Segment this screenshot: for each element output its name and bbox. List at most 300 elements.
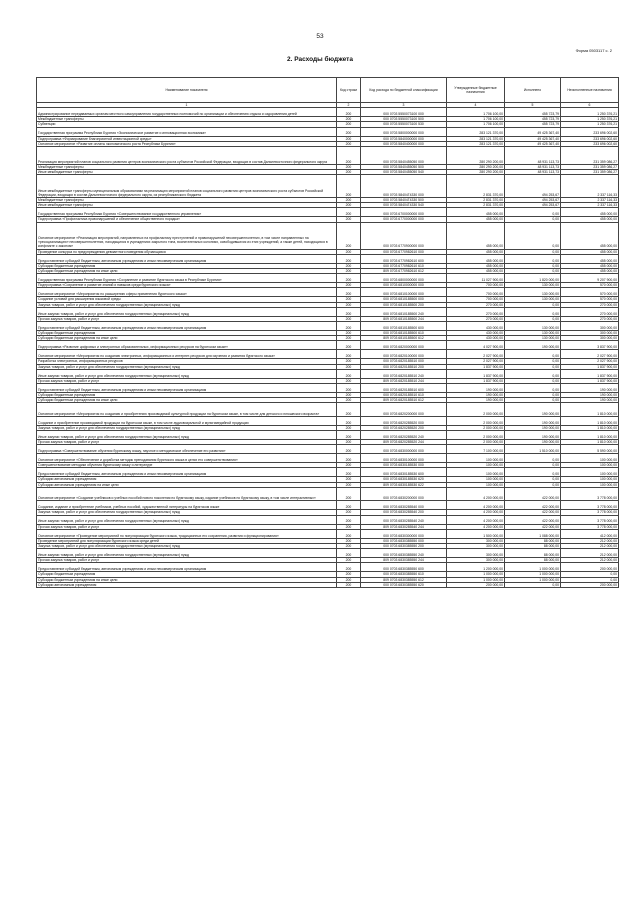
row-rest: 5 590 000,00: [561, 445, 619, 454]
row-code: 200: [337, 463, 361, 468]
row-plan: 190 000,00: [447, 383, 505, 392]
row-rest: 270 000,00: [561, 307, 619, 316]
row-kbk: 000 0703 6770982610 000: [361, 249, 447, 254]
row-rest: 300 000,00: [561, 321, 619, 330]
row-name: Межбюджетные трансферты: [37, 197, 337, 202]
row-rest: 233 696 002,60: [561, 141, 619, 146]
page-number: 53: [316, 33, 324, 40]
row-done: 494 253,67: [505, 197, 561, 202]
row-done: 130 000,00: [505, 330, 561, 335]
row-name: Закупка товаров, работ и услуг для обеспечения государственных (муниципальных) нужд: [37, 510, 337, 515]
row-done: 0,00: [505, 217, 561, 222]
row-code: 200: [337, 122, 361, 127]
row-plan: 4 027 900,00: [447, 341, 505, 350]
row-code: 200: [337, 203, 361, 208]
row-plan: 100 000,00: [447, 468, 505, 477]
row-kbk: 000 0703 6830000000 000: [361, 445, 447, 454]
row-plan: 455 000,00: [447, 268, 505, 273]
row-name: Администрирование передаваемых органам местного самоуправления государственных полномочий по организации и обеспечению отдыха и оздоровления детей: [37, 108, 337, 117]
row-rest: 455 000,00: [561, 222, 619, 249]
row-kbk: 000 0703 6830185530 600: [361, 468, 447, 477]
row-name: Субсидии бюджетным учреждениям на иные цели: [37, 336, 337, 341]
row-plan: 430 000,00: [447, 330, 505, 335]
table-row: [37, 563, 619, 572]
table-row: [37, 341, 619, 350]
row-plan: 4 200 000,00: [447, 515, 505, 524]
row-done: 1 000 000,00: [505, 577, 561, 582]
row-kbk: 000 0703 6820100000 000: [361, 350, 447, 359]
row-name: Предоставление субсидий бюджетным, автономным учреждениям и иным некоммерческим организациям: [37, 468, 337, 477]
row-code: 200: [337, 558, 361, 563]
row-kbk: 000 0703 6700000000 000: [361, 208, 447, 217]
row-kbk: 000 0703 6810100000 000: [361, 288, 447, 297]
row-done: 88 000,00: [505, 549, 561, 558]
row-code: 200: [337, 336, 361, 341]
row-kbk: 000 0703 6820285520 200: [361, 425, 447, 430]
row-rest: 100 000,00: [561, 468, 619, 477]
row-code: 200: [337, 577, 361, 582]
row-rest: 570 000,00: [561, 288, 619, 297]
row-code: 200: [337, 431, 361, 440]
row-plan: 700 000,00: [447, 288, 505, 297]
row-plan: 300 000,00: [447, 558, 505, 563]
row-plan: 280 290 200,00: [447, 165, 505, 170]
row-code: 200: [337, 364, 361, 369]
row-plan: 190 000,00: [447, 392, 505, 397]
row-rest: 270 000,00: [561, 316, 619, 321]
row-kbk: 809 0703 6830185530 622: [361, 482, 447, 487]
row-rest: 1 810 000,00: [561, 416, 619, 425]
row-code: 200: [337, 369, 361, 378]
row-kbk: 000 0703 5840455050 540: [361, 170, 447, 175]
row-code: 200: [337, 274, 361, 283]
row-plan: 100 000,00: [447, 463, 505, 468]
row-name: Субсидии автономным учреждениям на иные цели: [37, 482, 337, 487]
row-kbk: 000 0703 6830385550 240: [361, 549, 447, 558]
row-rest: 0,00: [561, 577, 619, 582]
row-kbk: 000 0703 6820185510 610: [361, 392, 447, 397]
row-name: Иные межбюджетные трансферты: [37, 203, 337, 208]
row-done: 0,00: [505, 383, 561, 392]
row-kbk: 000 0703 6810185500 200: [361, 302, 447, 307]
table-row: [37, 403, 619, 417]
header-code: Код строки: [337, 78, 361, 103]
row-name: Закупка товаров, работ и услуг для обеспечения государственных (муниципальных) нужд: [37, 302, 337, 307]
header-rest: Неисполненные назначения: [561, 78, 619, 103]
row-name: Создание и приобретение производимой продукции на бурятском языке, в том числе аудиовизуальной и мультимедийной продукции: [37, 416, 337, 425]
row-done: 1 000 000,00: [505, 572, 561, 577]
row-name: Основное мероприятие «Мероприятия по расширению сферы применения бурятского языка»: [37, 288, 337, 297]
row-code: 200: [337, 254, 361, 263]
row-kbk: 000 0703 6820285520 240: [361, 431, 447, 440]
row-code: 200: [337, 454, 361, 463]
row-name: Иные межбюджетные трансферты муниципальным образованиям на реализацию мероприятий планов социального развития центров экономического роста субъектов Российской Федерации, входящих в состав Дальневосточного федерального округа, из республиканского бюджета: [37, 175, 337, 198]
row-plan: 270 000,00: [447, 302, 505, 307]
row-rest: 3 778 000,00: [561, 524, 619, 529]
row-code: 200: [337, 197, 361, 202]
row-code: 200: [337, 147, 361, 165]
row-done: 0,00: [505, 468, 561, 477]
row-plan: 1 200 000,00: [447, 563, 505, 572]
row-done: 1 088 000,00: [505, 529, 561, 538]
row-done: 88 000,00: [505, 538, 561, 543]
row-name: Прочая закупка товаров, работ и услуг: [37, 316, 337, 321]
row-plan: 430 000,00: [447, 321, 505, 330]
row-kbk: 000 0703 6810185500 610: [361, 330, 447, 335]
row-kbk: 000 0703 5550073100 530: [361, 122, 447, 127]
row-plan: 1 706 100,00: [447, 108, 505, 117]
row-plan: 1 837 900,00: [447, 364, 505, 369]
row-name: Иные закупки товаров, работ и услуг для обеспечения государственных (муниципальных) нужд: [37, 515, 337, 524]
row-rest: 300 000,00: [561, 336, 619, 341]
table-row: [37, 487, 619, 501]
row-rest: 570 000,00: [561, 297, 619, 302]
row-kbk: 000 0703 6820185510 240: [361, 369, 447, 378]
table-row: [37, 254, 619, 263]
row-rest: 455 000,00: [561, 208, 619, 217]
row-rest: 1 810 000,00: [561, 403, 619, 417]
row-name: Закупка товаров, работ и услуг для обеспечения государственных (муниципальных) нужд: [37, 364, 337, 369]
row-name: Создание, издание и приобретение учебников, учебных пособий, художественной литературы на бурятском языке: [37, 501, 337, 510]
row-done: 0,00: [505, 482, 561, 487]
row-plan: 1 706 100,00: [447, 117, 505, 122]
row-code: 200: [337, 175, 361, 198]
col-number: 3: [361, 103, 447, 108]
row-plan: 2 831 370,00: [447, 197, 505, 202]
row-code: 200: [337, 398, 361, 403]
row-kbk: 000 0703 5550073100 000: [361, 108, 447, 117]
row-code: 200: [337, 268, 361, 273]
row-code: 200: [337, 482, 361, 487]
row-done: 0,00: [505, 369, 561, 378]
row-name: Субсидии автономным учреждениям: [37, 477, 337, 482]
row-plan: 1 000 000,00: [447, 572, 505, 577]
row-kbk: 000 0703 6820285520 000: [361, 416, 447, 425]
row-code: 200: [337, 307, 361, 316]
row-plan: 2 027 900,00: [447, 359, 505, 364]
row-plan: 2 000 000,00: [447, 431, 505, 440]
row-code: 200: [337, 297, 361, 302]
table-row: [37, 431, 619, 440]
row-rest: 212 000,00: [561, 538, 619, 543]
row-done: 48 931 113,73: [505, 147, 561, 165]
row-plan: 2 000 000,00: [447, 425, 505, 430]
row-kbk: 809 0703 6820185510 612: [361, 398, 447, 403]
row-done: 422 000,00: [505, 487, 561, 501]
row-name: Основное мероприятие «Создание учебников и учебных пособий нового поколения по бурятскому языку, издание учебников по бурятскому языку, в том числе интерактивных»: [37, 487, 337, 501]
row-name: Основное мероприятие «Реализация мероприятий, направленных на профилактику преступлений и правонарушений несовершеннолетних, в том числе направленных на «ресоциализацию» несовершеннолетних, находящихся в учреждениях закрытого типа, воспитательных колониях, освободившихся из этих учреждений, а также детей, находящихся в конфликте с законом»: [37, 222, 337, 249]
row-name: Подпрограмма «Формирование благоприятной инвестиционной среды»: [37, 136, 337, 141]
row-done: 455 723,79: [505, 108, 561, 117]
row-name: Разработка электронных, информационных ресурсов: [37, 359, 337, 364]
row-name: Подпрограмма «Совершенствование обучения бурятскому языку, научное и методическое обеспечение его развития»: [37, 445, 337, 454]
row-rest: 1 837 900,00: [561, 364, 619, 369]
row-rest: 1 810 000,00: [561, 431, 619, 440]
row-plan: 455 000,00: [447, 249, 505, 254]
row-name: Иные закупки товаров, работ и услуг для обеспечения государственных (муниципальных) нужд: [37, 549, 337, 558]
row-code: 200: [337, 249, 361, 254]
table-row: [37, 321, 619, 330]
row-plan: 200 000,00: [447, 582, 505, 587]
row-code: 200: [337, 416, 361, 425]
row-kbk: 809 0703 6820185510 244: [361, 378, 447, 383]
row-rest: 233 696 002,60: [561, 136, 619, 141]
row-done: 0,00: [505, 364, 561, 369]
row-kbk: 000 0703 6830285540 240: [361, 515, 447, 524]
row-code: 200: [337, 403, 361, 417]
row-name: Основное мероприятие «Обеспечение и доработка методик преподавания бурятского языка в целях его совершенствования»: [37, 454, 337, 463]
row-plan: 190 000,00: [447, 398, 505, 403]
row-rest: 1 810 000,00: [561, 425, 619, 430]
table-row: [37, 208, 619, 217]
row-plan: 7 100 000,00: [447, 445, 505, 454]
row-done: 49 425 367,40: [505, 127, 561, 136]
row-rest: 1 837 900,00: [561, 369, 619, 378]
row-done: 0,00: [505, 307, 561, 316]
row-name: Совершенствование методики обучения бурятскому языку и литературе: [37, 463, 337, 468]
row-done: 494 253,67: [505, 175, 561, 198]
row-plan: 300 000,00: [447, 538, 505, 543]
table-row: [37, 127, 619, 136]
table-row: [37, 350, 619, 359]
row-done: 0,00: [505, 463, 561, 468]
row-done: 190 000,00: [505, 440, 561, 445]
row-done: 422 000,00: [505, 510, 561, 515]
row-kbk: 000 0703 5550073100 500: [361, 117, 447, 122]
row-done: 0,00: [505, 268, 561, 273]
row-rest: 233 696 002,60: [561, 127, 619, 136]
row-done: 0,00: [505, 398, 561, 403]
row-kbk: 000 0703 6770982610 600: [361, 254, 447, 263]
table-row: [37, 468, 619, 477]
header-done: Исполнено: [505, 78, 561, 103]
row-plan: 4 200 000,00: [447, 501, 505, 510]
row-code: 200: [337, 549, 361, 558]
row-done: 0,00: [505, 359, 561, 364]
row-plan: 2 831 370,00: [447, 203, 505, 208]
row-kbk: 000 0703 5840000000 000: [361, 136, 447, 141]
row-name: Субсидии автономным учреждениям: [37, 582, 337, 587]
page-title: 2. Расходы бюджета: [287, 56, 353, 63]
row-name: Основное мероприятие «Проведение мероприятий по популяризации бурятского языка, традиционных его сохранения, развития и функционирования»: [37, 529, 337, 538]
row-plan: 1 706 100,00: [447, 122, 505, 127]
table-row: [37, 549, 619, 558]
row-rest: 100 000,00: [561, 463, 619, 468]
row-kbk: 809 0703 6830385550 612: [361, 577, 447, 582]
row-code: 200: [337, 515, 361, 524]
row-kbk: 809 0703 6830285540 244: [361, 524, 447, 529]
row-done: 190 000,00: [505, 416, 561, 425]
row-kbk: 000 0703 58404Г4330 500: [361, 197, 447, 202]
row-name: Субвенции: [37, 122, 337, 127]
row-name: Субсидии бюджетным учреждениям на иные цели: [37, 398, 337, 403]
row-rest: 2 337 116,33: [561, 197, 619, 202]
row-code: 200: [337, 170, 361, 175]
row-kbk: 000 0703 6830300000 000: [361, 529, 447, 538]
row-kbk: 000 0703 5840455050 000: [361, 147, 447, 165]
row-code: 200: [337, 217, 361, 222]
row-kbk: 000 0703 6830285540 200: [361, 510, 447, 515]
row-rest: 270 000,00: [561, 302, 619, 307]
row-code: 200: [337, 208, 361, 217]
row-done: 0,00: [505, 454, 561, 463]
table-row: [37, 501, 619, 510]
row-kbk: 000 0703 6770900000 000: [361, 222, 447, 249]
col-number: 4: [447, 103, 505, 108]
row-kbk: 000 0703 6800000000 000: [361, 274, 447, 283]
row-plan: 700 000,00: [447, 297, 505, 302]
row-done: 0,00: [505, 392, 561, 397]
row-kbk: 000 0703 6830385550 600: [361, 563, 447, 572]
row-code: 200: [337, 563, 361, 572]
row-done: 190 000,00: [505, 431, 561, 440]
row-rest: 200 000,00: [561, 582, 619, 587]
row-kbk: 000 0703 6770982610 610: [361, 263, 447, 268]
row-name: Государственная программа Республики Бурятия «Экономическое развитие и инновационная экономика»: [37, 127, 337, 136]
row-code: 200: [337, 330, 361, 335]
row-rest: 455 000,00: [561, 263, 619, 268]
row-plan: 2 831 370,00: [447, 175, 505, 198]
table-row: [37, 274, 619, 283]
expenses-table: [36, 77, 619, 588]
row-name: Закупка товаров, работ и услуг для обеспечения государственных (муниципальных) нужд: [37, 425, 337, 430]
row-kbk: 000 0703 5800000000 000: [361, 127, 447, 136]
row-plan: 455 000,00: [447, 217, 505, 222]
row-name: Иные закупки товаров, работ и услуг для обеспечения государственных (муниципальных) нужд: [37, 307, 337, 316]
row-done: 130 000,00: [505, 283, 561, 288]
row-name: Предоставление субсидий бюджетным, автономным учреждениям и иным некоммерческим организациям: [37, 563, 337, 572]
row-name: Основное мероприятие «Развитие оплаты экономического роста Республики Бурятия»: [37, 141, 337, 146]
row-rest: 231 359 086,27: [561, 147, 619, 165]
row-name: Государственная программа Республики Бурятия «Сохранение и развитие бурятского языка в Республике Бурятия»: [37, 274, 337, 283]
row-rest: 212 000,00: [561, 558, 619, 563]
row-plan: 455 000,00: [447, 263, 505, 268]
row-done: 0,00: [505, 350, 561, 359]
row-kbk: 000 0703 6810185500 000: [361, 297, 447, 302]
row-name: Подпрограмма «Развитие цифровых и электронных образовательных, информационных ресурсов на бурятском языке»: [37, 341, 337, 350]
row-name: Основное мероприятие «Мероприятия по созданию и приобретению производимой культурной продукции на бурятском языке, в том числе для детского и юношеского возраста»: [37, 403, 337, 417]
row-kbk: 000 0703 6770000000 000: [361, 217, 447, 222]
row-name: Основное мероприятие «Мероприятия по созданию электронных, информационных и интернет-ресурсов для изучения и развития бурятского языка»: [37, 350, 337, 359]
row-name: Предоставление субсидий бюджетным, автономным учреждениям и иным некоммерческим организациям: [37, 321, 337, 330]
row-plan: 1 000 000,00: [447, 577, 505, 582]
table-row: [37, 515, 619, 524]
row-kbk: 809 0703 6810185500 244: [361, 316, 447, 321]
row-plan: 430 000,00: [447, 336, 505, 341]
row-rest: 0,00: [561, 572, 619, 577]
row-done: 88 000,00: [505, 544, 561, 549]
row-done: 0,00: [505, 263, 561, 268]
row-done: 130 000,00: [505, 336, 561, 341]
row-code: 200: [337, 538, 361, 543]
row-rest: 2 337 116,33: [561, 203, 619, 208]
row-rest: 455 000,00: [561, 217, 619, 222]
row-code: 200: [337, 510, 361, 515]
table-row: [37, 147, 619, 165]
row-name: Подпрограмма «Профилактика правонарушений и обеспечение общественного порядка»: [37, 217, 337, 222]
row-plan: 270 000,00: [447, 307, 505, 316]
row-plan: 270 000,00: [447, 316, 505, 321]
row-name: Закупка товаров, работ и услуг для обеспечения государственных (муниципальных) нужд: [37, 544, 337, 549]
form-code: Форма 0503117 с. 2: [575, 48, 612, 53]
row-done: 422 000,00: [505, 515, 561, 524]
row-done: 455 723,79: [505, 117, 561, 122]
row-plan: 455 000,00: [447, 222, 505, 249]
row-plan: 283 121 370,00: [447, 127, 505, 136]
row-plan: 11 027 900,00: [447, 274, 505, 283]
row-kbk: 000 0703 6830200000 000: [361, 487, 447, 501]
row-plan: 2 027 900,00: [447, 350, 505, 359]
row-kbk: 000 0703 6820000000 000: [361, 341, 447, 350]
row-name: Прочая закупка товаров, работ и услуг: [37, 378, 337, 383]
row-kbk: 000 0703 6830385550 620: [361, 582, 447, 587]
row-plan: 100 000,00: [447, 482, 505, 487]
row-done: 190 000,00: [505, 403, 561, 417]
row-done: 455 723,79: [505, 122, 561, 127]
row-plan: 100 000,00: [447, 477, 505, 482]
row-plan: 700 000,00: [447, 283, 505, 288]
row-done: 1 000 000,00: [505, 563, 561, 572]
table-row: [37, 445, 619, 454]
row-code: 200: [337, 127, 361, 136]
row-done: 1 820 000,00: [505, 274, 561, 283]
row-code: 200: [337, 316, 361, 321]
col-number: 6: [561, 103, 619, 108]
row-plan: 455 000,00: [447, 208, 505, 217]
row-name: Проведение конкурса по предупреждению девиантного поведения обучающихся: [37, 249, 337, 254]
row-plan: 4 200 000,00: [447, 487, 505, 501]
table-row: [37, 369, 619, 378]
row-plan: 283 121 370,00: [447, 141, 505, 146]
row-done: 0,00: [505, 254, 561, 263]
row-kbk: 000 0703 6820185510 200: [361, 364, 447, 369]
row-kbk: 000 0703 6830185530 000: [361, 463, 447, 468]
row-rest: 3 778 000,00: [561, 501, 619, 510]
row-kbk: 000 0703 6830385550 000: [361, 538, 447, 543]
row-rest: 1 837 900,00: [561, 378, 619, 383]
table-row: [37, 454, 619, 463]
row-name: Создание условий для расширения языковой среды: [37, 297, 337, 302]
col-number: 1: [37, 103, 337, 108]
table-header-row: [37, 78, 619, 103]
header-kbk: Код расхода по бюджетной классификации: [361, 78, 447, 103]
row-code: 200: [337, 302, 361, 307]
row-done: 48 931 113,73: [505, 170, 561, 175]
row-code: 200: [337, 222, 361, 249]
row-kbk: 000 0703 6830185530 620: [361, 477, 447, 482]
row-kbk: 809 0703 6830385550 244: [361, 558, 447, 563]
table-row: [37, 175, 619, 198]
row-name: Предоставление субсидий бюджетным, автономным учреждениям и иным некоммерческим организациям: [37, 383, 337, 392]
row-kbk: 000 0703 6830385550 200: [361, 544, 447, 549]
row-code: 200: [337, 141, 361, 146]
col-number: 2: [337, 103, 361, 108]
row-plan: 2 000 000,00: [447, 416, 505, 425]
row-code: 200: [337, 350, 361, 359]
row-code: 200: [337, 283, 361, 288]
row-code: 200: [337, 524, 361, 529]
row-done: 0,00: [505, 477, 561, 482]
row-name: Иные закупки товаров, работ и услуг для обеспечения государственных (муниципальных) нужд: [37, 431, 337, 440]
row-name: Реализация мероприятий планов социального развития центров экономического роста субъектов Российской Федерации, входящих в состав Дальневосточного федерального округа: [37, 147, 337, 165]
row-plan: 4 200 000,00: [447, 524, 505, 529]
row-name: Государственная программа Республики Бурятия «Совершенствование государственного управления»: [37, 208, 337, 217]
row-kbk: 000 0703 6830100000 000: [361, 454, 447, 463]
row-name: Субсидии бюджетным учреждениям на иные цели: [37, 577, 337, 582]
row-code: 200: [337, 392, 361, 397]
row-code: 200: [337, 582, 361, 587]
row-done: 422 000,00: [505, 501, 561, 510]
